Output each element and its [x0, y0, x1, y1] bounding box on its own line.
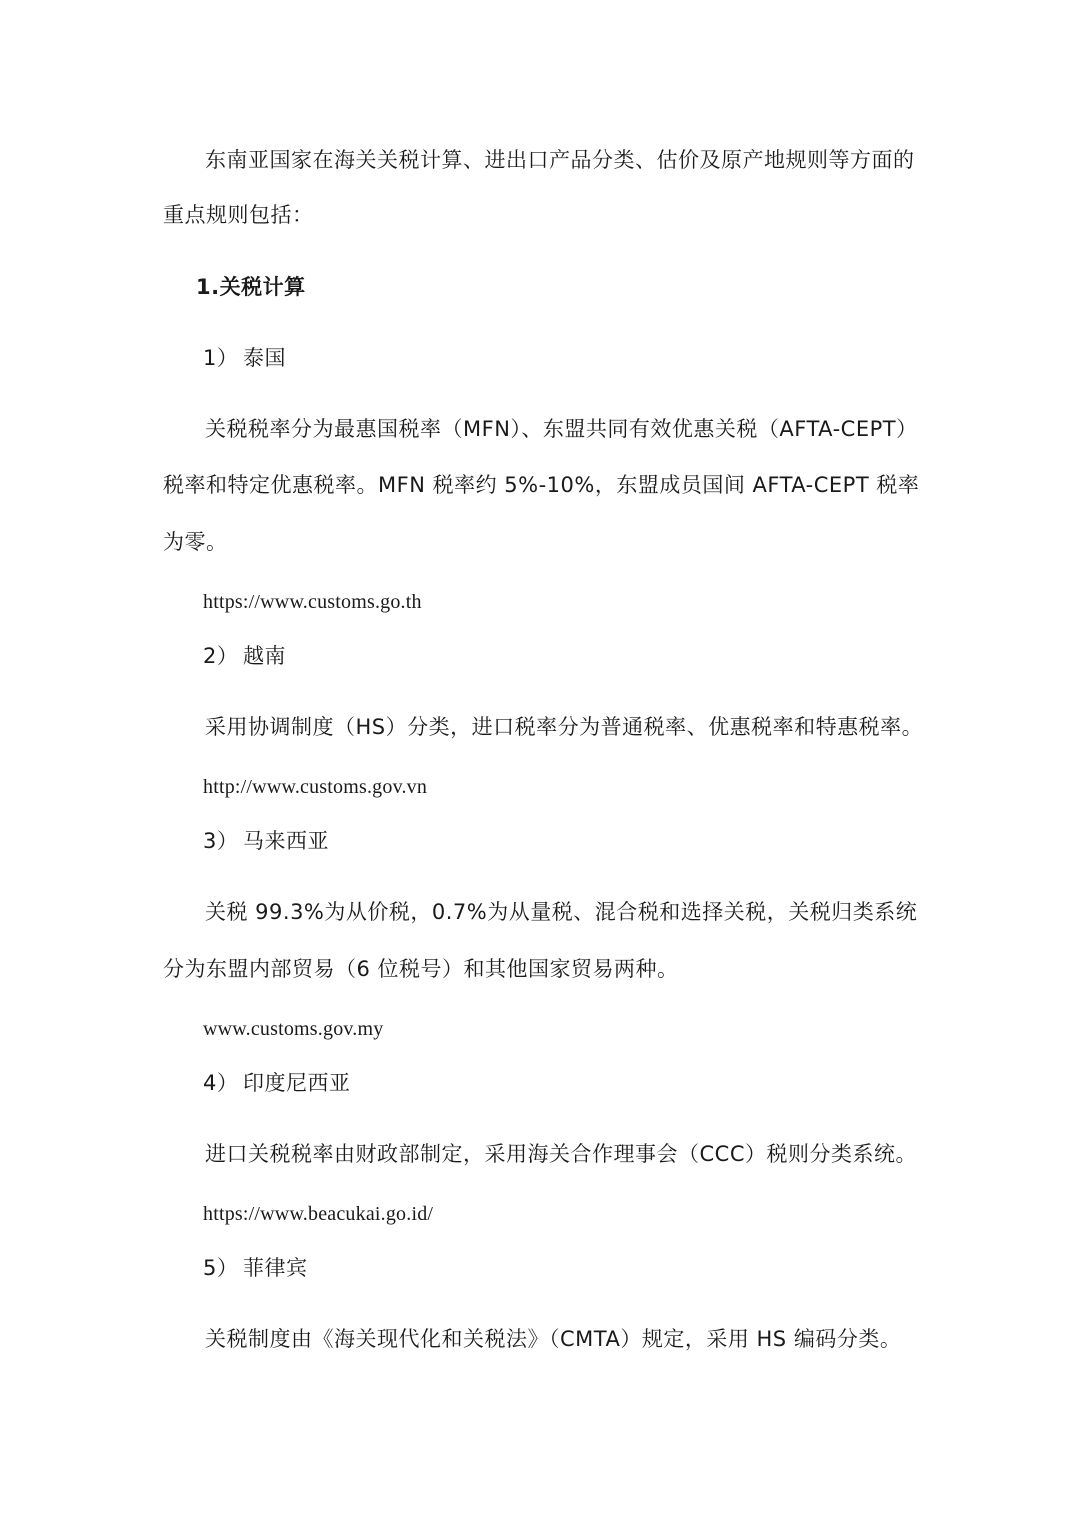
paragraph-line: 为零。	[163, 530, 228, 554]
section-heading: 1.关税计算	[196, 275, 306, 299]
paragraph-line: 关税税率分为最惠国税率（MFN）、东盟共同有效优惠关税（AFTA-CEPT）	[205, 417, 918, 441]
paragraph-line: 进口关税税率由财政部制定，采用海关合作理事会（CCC）税则分类系统。	[205, 1142, 917, 1166]
country-name: 泰国	[243, 346, 286, 370]
item-number: 5）	[203, 1256, 239, 1280]
paragraph-line: 分为东盟内部贸易（6 位税号）和其他国家贸易两种。	[163, 957, 679, 981]
country-name: 印度尼西亚	[243, 1071, 351, 1095]
country-name: 马来西亚	[243, 829, 329, 853]
paragraph-line: 采用协调制度（HS）分类，进口税率分为普通税率、优惠税率和特惠税率。	[205, 715, 924, 739]
country-title-indonesia	[203, 1068, 351, 1098]
url-link-malaysia[interactable]: www.customs.gov.my	[203, 1018, 384, 1040]
paragraph-line: 关税 99.3%为从价税，0.7%为从量税、混合税和选择关税，关税归类系统	[205, 900, 918, 924]
intro-line-1: 东南亚国家在海关关税计算、进出口产品分类、估价及原产地规则等方面的	[205, 148, 915, 172]
country-title-vietnam	[203, 641, 286, 671]
item-number: 1）	[203, 346, 239, 370]
url-link-vietnam[interactable]: http://www.customs.gov.vn	[203, 776, 428, 798]
country-title-thailand	[203, 343, 286, 373]
country-title-philippines	[203, 1253, 308, 1283]
url-link-thailand[interactable]: https://www.customs.go.th	[203, 591, 422, 613]
country-title-malaysia	[203, 826, 329, 856]
country-name: 越南	[243, 644, 286, 668]
item-number: 2）	[203, 644, 239, 668]
item-number: 3）	[203, 829, 239, 853]
url-link-indonesia[interactable]: https://www.beacukai.go.id/	[203, 1203, 434, 1225]
paragraph-line: 关税制度由《海关现代化和关税法》（CMTA）规定，采用 HS 编码分类。	[205, 1327, 902, 1351]
item-number: 4）	[203, 1071, 239, 1095]
intro-line-2: 重点规则包括：	[163, 203, 314, 227]
paragraph-line: 税率和特定优惠税率。MFN 税率约 5%-10%，东盟成员国间 AFTA-CEPT 税率	[163, 473, 920, 497]
country-name: 菲律宾	[243, 1256, 308, 1280]
